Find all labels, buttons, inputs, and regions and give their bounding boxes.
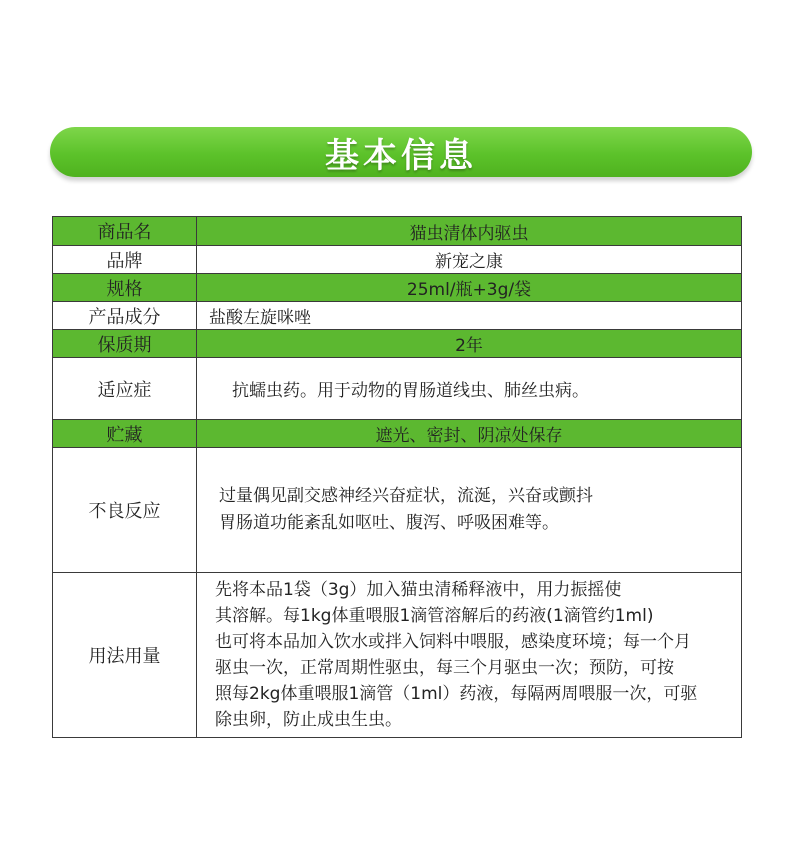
- row-label-spec: 规格: [53, 274, 197, 302]
- row-value-dosage: [197, 573, 742, 738]
- row-label-brand: 品牌: [53, 246, 197, 274]
- table-row: [53, 420, 742, 448]
- row-value-product-name: 猫虫清体内驱虫: [197, 217, 742, 246]
- table-row: [53, 274, 742, 302]
- table-row: [53, 246, 742, 274]
- row-label-storage: 贮藏: [53, 420, 197, 448]
- text-line: 胃肠道功能紊乱如呕吐、腹泻、呼吸困难等。: [219, 513, 559, 533]
- table-row: [53, 302, 742, 330]
- text-line: 驱虫一次，正常周期性驱虫，每三个月驱虫一次；预防，可按: [215, 658, 674, 678]
- row-label-shelf-life: 保质期: [53, 330, 197, 358]
- table-row: [53, 448, 742, 573]
- row-value-adverse-reactions: [197, 448, 742, 573]
- row-value-spec: 25ml/瓶+3g/袋: [197, 274, 742, 302]
- section-title: 基本信息: [325, 135, 477, 176]
- row-label-product-name: 商品名: [53, 217, 197, 246]
- text-line: 照每2kg体重喂服1滴管（1ml）药液，每隔两周喂服一次，可驱: [215, 684, 698, 704]
- text-line: 除虫卵，防止成虫生虫。: [215, 710, 402, 730]
- text-line: 过量偶见副交感神经兴奋症状，流涎，兴奋或颤抖: [219, 486, 593, 506]
- row-value-ingredients: 盐酸左旋咪唑: [197, 302, 742, 330]
- row-value-shelf-life: 2年: [197, 330, 742, 358]
- table-row: [53, 217, 742, 246]
- table-row: [53, 358, 742, 420]
- row-label-adverse-reactions: 不良反应: [53, 448, 197, 573]
- text-line: 其溶解。每1kg体重喂服1滴管溶解后的药液(1滴管约1ml): [215, 606, 654, 626]
- product-info-table: [52, 216, 742, 738]
- row-label-dosage: 用法用量: [53, 573, 197, 738]
- row-label-indications: 适应症: [53, 358, 197, 420]
- table-row: [53, 330, 742, 358]
- text-line: 先将本品1袋（3g）加入猫虫清稀释液中，用力振摇使: [215, 580, 622, 600]
- row-value-brand: 新宠之康: [197, 246, 742, 274]
- row-value-indications: 抗蠕虫药。用于动物的胃肠道线虫、肺丝虫病。: [197, 358, 742, 420]
- section-banner: [50, 127, 752, 177]
- text-line: 也可将本品加入饮水或拌入饲料中喂服，感染度环境；每一个月: [215, 632, 691, 652]
- row-value-storage: 遮光、密封、阴凉处保存: [197, 420, 742, 448]
- table-row: [53, 573, 742, 738]
- row-label-ingredients: 产品成分: [53, 302, 197, 330]
